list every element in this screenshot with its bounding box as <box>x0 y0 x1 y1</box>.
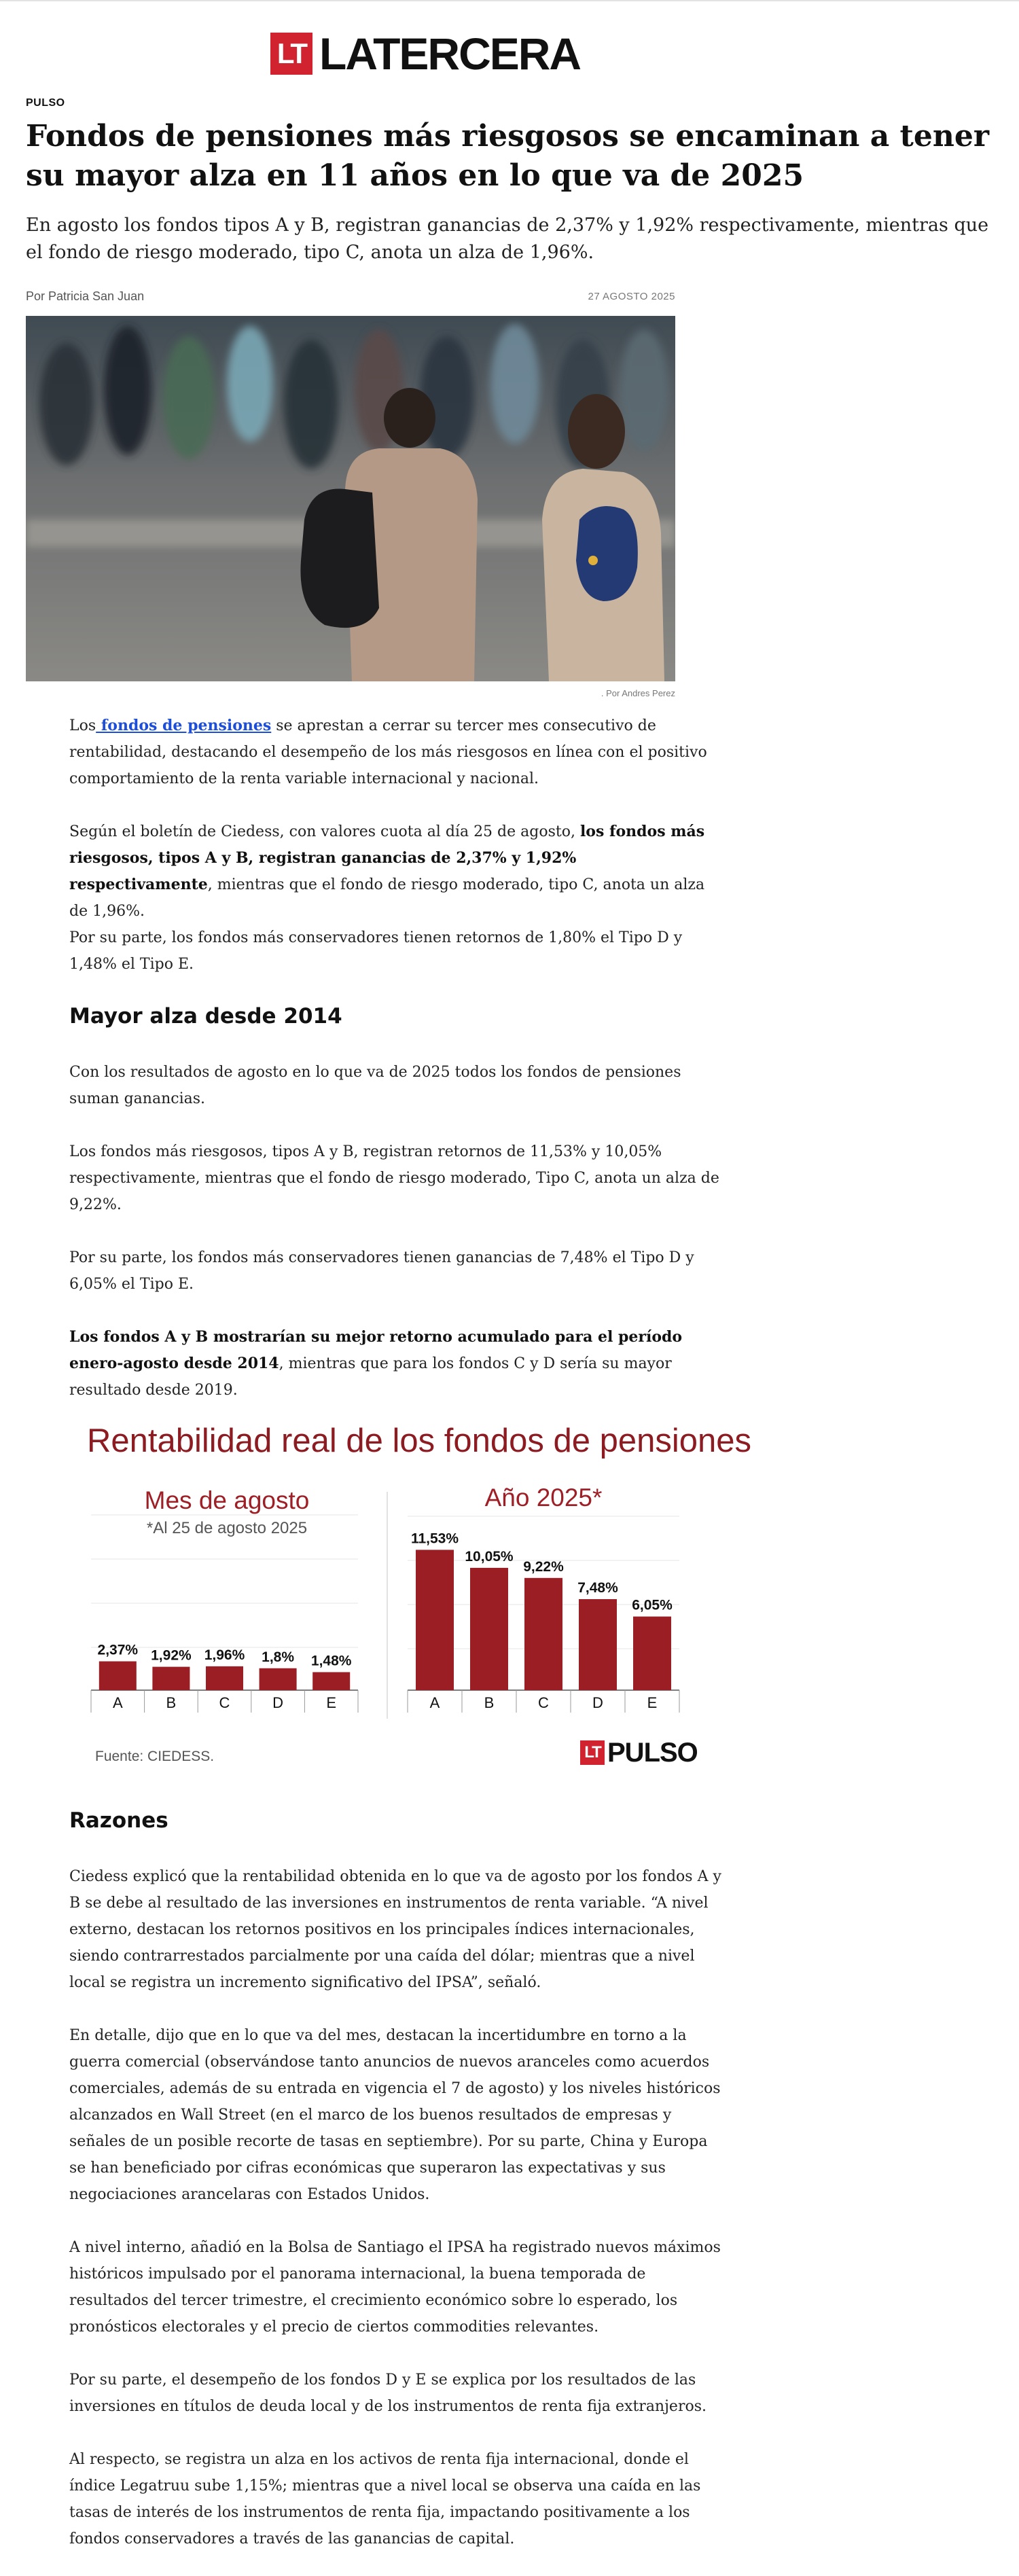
chart-title: Rentabilidad real de los fondos de pensiones <box>87 1423 751 1459</box>
paragraph-5: Los fondos más riesgosos, tipos A y B, registran retornos de 11,53% y 10,05% respectivamente, mientras que el fondo de riesgo moderado, Tipo C, anota un alza de 9,22%. <box>69 1143 719 1213</box>
top-divider <box>0 0 1019 1</box>
panel-title-agosto: Mes de agosto <box>144 1486 310 1514</box>
panel-note-agosto: *Al 25 de agosto 2025 <box>146 1519 308 1537</box>
data-label: 2,37% <box>97 1642 139 1658</box>
paragraph-9: En detalle, dijo que en lo que va del mes, destacan la incertidumbre en torno a la guerra comercial (observándose tanto anuncios de nuevos aranceles como acuerdos comerciales, además de su entrada en vigencia el 7 de agosto) y los niveles históricos alcanzados en Wall Street (en el marco de los buenos resultados de empresas y señales de un posible recorte de tasas en septiembre). Por su parte, China y Europa se han beneficiado por cifras económicas que superaron las expectativas y sus negociaciones arancelaras con Estados Unidos. <box>69 2027 721 2203</box>
article-photo <box>26 316 675 681</box>
publish-date: 27 AGOSTO 2025 <box>588 291 675 302</box>
fondos-link[interactable]: fondos de pensiones <box>96 717 272 734</box>
bar-e <box>633 1617 671 1690</box>
heading-razones: Razones <box>69 1808 168 1833</box>
category-label: C <box>219 1694 230 1711</box>
data-label: 9,22% <box>523 1558 564 1575</box>
data-label: 1,48% <box>310 1653 352 1669</box>
p2-text-start: Según el boletín de Ciedess, con valores cuota al día 25 de agosto, <box>69 823 580 840</box>
paragraph-11: Por su parte, el desempeño de los fondos D y E se explica por los resultados de las inversiones en títulos de deuda local y de los instrumentos de renta fija extranjeros. <box>69 2372 707 2415</box>
article-headline: Fondos de pensiones más riesgosos se encaminan a tener su mayor alza en 11 años en lo que va de 2025 <box>26 119 990 193</box>
bar-b <box>470 1568 508 1690</box>
chart-source: Fuente: CIEDESS. <box>95 1749 215 1764</box>
photo-caption: . Por Andres Perez <box>601 688 675 698</box>
p1-text-end: se aprestan a cerrar su tercer mes consecutivo de rentabilidad, destacando el desempeño de los más riesgosos en línea con el positivo comportamiento de la renta variable internacional y nacional. <box>69 717 707 787</box>
pulso-badge: LT <box>580 1740 605 1765</box>
category-label: A <box>429 1694 440 1711</box>
paragraph-12: Al respecto, se registra un alza en los activos de renta fija internacional, donde el índice Legatruu sube 1,15%; mientras que a nivel local se observa una caída en las tasas de interés de los instrumentos de renta fija, impactando positivamente a los fondos conservadores a través de las ganancias de capital. <box>69 2451 701 2547</box>
site-logo[interactable] <box>270 29 581 79</box>
category-label: E <box>647 1694 658 1711</box>
category-label: B <box>484 1694 495 1711</box>
p7-bold: Los fondos A y B mostrarían su mejor retorno acumulado para el período enero-agosto desde 2014 <box>69 1328 683 1372</box>
paragraph-4: Con los resultados de agosto en lo que va de 2025 todos los fondos de pensiones suman ganancias. <box>69 1064 681 1107</box>
bar-c <box>206 1666 243 1690</box>
bar-b <box>152 1667 190 1690</box>
panel-title-2025: Año 2025* <box>484 1484 603 1511</box>
logo-wordmark: LATERCERA <box>319 29 581 79</box>
category-label: C <box>538 1694 549 1711</box>
category-label: D <box>592 1694 603 1711</box>
bar-d <box>260 1668 297 1690</box>
category-label: A <box>112 1694 123 1711</box>
data-label: 10,05% <box>465 1548 514 1564</box>
bar-a <box>416 1550 454 1690</box>
paragraph-6: Por su parte, los fondos más conservadores tienen ganancias de 7,48% el Tipo D y 6,05% el Tipo E. <box>69 1249 694 1293</box>
bar-a <box>99 1662 137 1690</box>
paragraph-3: Por su parte, los fondos más conservadores tienen retornos de 1,80% el Tipo D y 1,48% el Tipo E. <box>69 929 683 973</box>
data-label: 1,92% <box>151 1647 192 1664</box>
p7-text-end: , mientras que para los fondos C y D sería su mayor resultado desde 2019. <box>69 1355 672 1399</box>
category-label: E <box>326 1694 337 1711</box>
category-label: B <box>166 1694 177 1711</box>
section-label[interactable]: PULSO <box>26 97 65 109</box>
data-label: 11,53% <box>410 1531 459 1547</box>
bar-c <box>524 1578 562 1690</box>
p1-text-start: Los <box>69 717 96 734</box>
paragraph-8: Ciedess explicó que la rentabilidad obtenida en lo que va de agosto por los fondos A y B se debe al resultado de las inversiones en instrumentos de renta variable. “A nivel externo, destacan los retornos positivos en los principales índices internacionales, siendo contrarrestados parcialmente por una caída del dólar; mientras que a nivel local se registra un incremento significativo del IPSA”, señaló. <box>69 1868 721 1991</box>
paragraph-10: A nivel interno, añadió en la Bolsa de Santiago el IPSA ha registrado nuevos máximos históricos impulsado por el panorama internacional, la buena temporada de resultados del tercer trimestre, el crecimiento económico sobre lo esperado, los pronósticos electorales y el precio de ciertos commodities relevantes. <box>69 2239 721 2336</box>
data-label: 1,8% <box>262 1649 295 1665</box>
heading-mayor-alza: Mayor alza desde 2014 <box>69 1004 342 1028</box>
p2-bold: los fondos más riesgosos, tipos A y B, registran ganancias de 2,37% y 1,92% respectivamente <box>69 823 705 893</box>
paragraph-2 <box>69 819 721 925</box>
data-label: 6,05% <box>632 1597 673 1613</box>
bar-d <box>579 1599 617 1690</box>
data-label: 1,96% <box>204 1647 245 1663</box>
article-subtitle: En agosto los fondos tipos A y B, registran ganancias de 2,37% y 1,92% respectivamente, mientras que el fondo de riesgo moderado, tipo C, anota un alza de 1,96%. <box>26 215 989 263</box>
p2-text-end: , mientras que el fondo de riesgo moderado, tipo C, anota un alza de 1,96%. <box>69 876 705 920</box>
bar-e <box>312 1672 350 1690</box>
data-label: 7,48% <box>577 1579 618 1596</box>
logo-badge: LT <box>270 33 312 75</box>
author-byline[interactable]: Por Patricia San Juan <box>26 289 145 303</box>
category-label: D <box>272 1694 284 1711</box>
paragraph-1 <box>69 713 721 792</box>
pulso-wordmark: PULSO <box>607 1738 698 1768</box>
paragraph-7 <box>69 1324 721 1403</box>
pulso-logo <box>580 1739 698 1766</box>
